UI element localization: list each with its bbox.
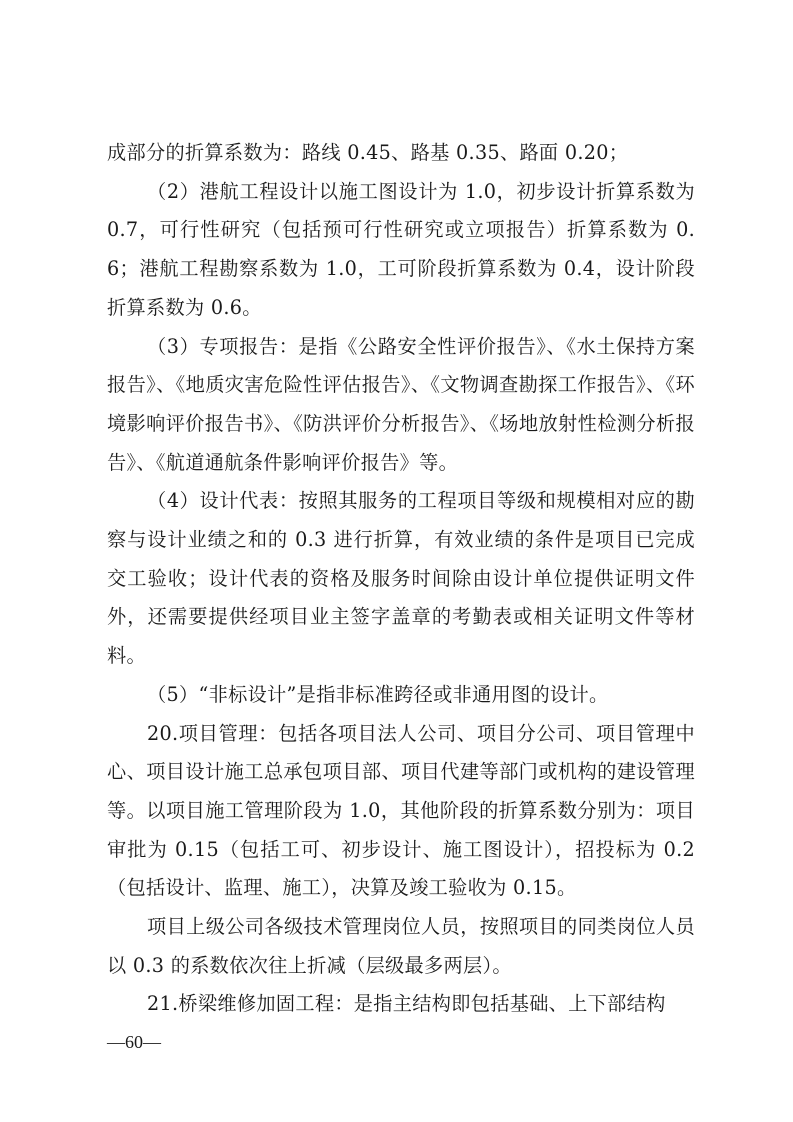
paragraph-non-standard-design: （5）“非标设计”是指非标准跨径或非通用图的设计。 <box>147 682 609 706</box>
body-text <box>107 134 695 1024</box>
paragraph-special-reports: （3）专项报告：是指《公路安全性评价报告》、《水土保持方案报告》、《地质灾害危险性评估报告》、《文物调查勘探工作报告》、《环境影响评价报告书》、《防洪评价分析报告》、《场地放射性检测分析报告》、《航道通航条件影响评价报告》等。 <box>107 334 695 474</box>
paragraph-design-representative: （4）设计代表：按照其服务的工程项目等级和规模相对应的勘察与设计业绩之和的 0.3 进行折算，有效业绩的条件是项目已完成交工验收；设计代表的资格及服务时间除由设计单位提供证明文件外，还需要提供经项目业主签字盖章的考勤表或相关证明文件等材料。 <box>107 489 695 668</box>
paragraph-conversion-coefficients: 成部分的折算系数为：路线 0.45、路基 0.35、路面 0.20； <box>107 141 629 164</box>
paragraph-port-design: （2）港航工程设计以施工图设计为 1.0，初步设计折算系数为 0.7，可行性研究（包括预可行性研究或立项报告）折算系数为 0.6；港航工程勘察系数为 1.0，工可阶段折算系数为 0.4，设计阶段折算系数为 0.6。 <box>107 179 695 319</box>
paragraph-project-management: 20.项目管理：包括各项目法人公司、项目分公司、项目管理中心、项目设计施工总承包项目部、项目代建等部门或机构的建设管理等。以项目施工管理阶段为 1.0，其他阶段的折算系数分别为：项目审批为 0.15（包括工可、初步设计、施工图设计），招投标为 0.2（包括设计、监理、施工），决算及竣工验收为 0.15。 <box>107 721 695 900</box>
page-number: —60— <box>107 1032 161 1052</box>
paragraph-bridge-maintenance: 21.桥梁维修加固工程：是指主结构即包括基础、上下部结构 <box>147 992 666 1016</box>
paragraph-upper-level-staff: 项目上级公司各级技术管理岗位人员，按照项目的同类岗位人员以 0.3 的系数依次往上折减（层级最多两层）。 <box>107 915 695 977</box>
